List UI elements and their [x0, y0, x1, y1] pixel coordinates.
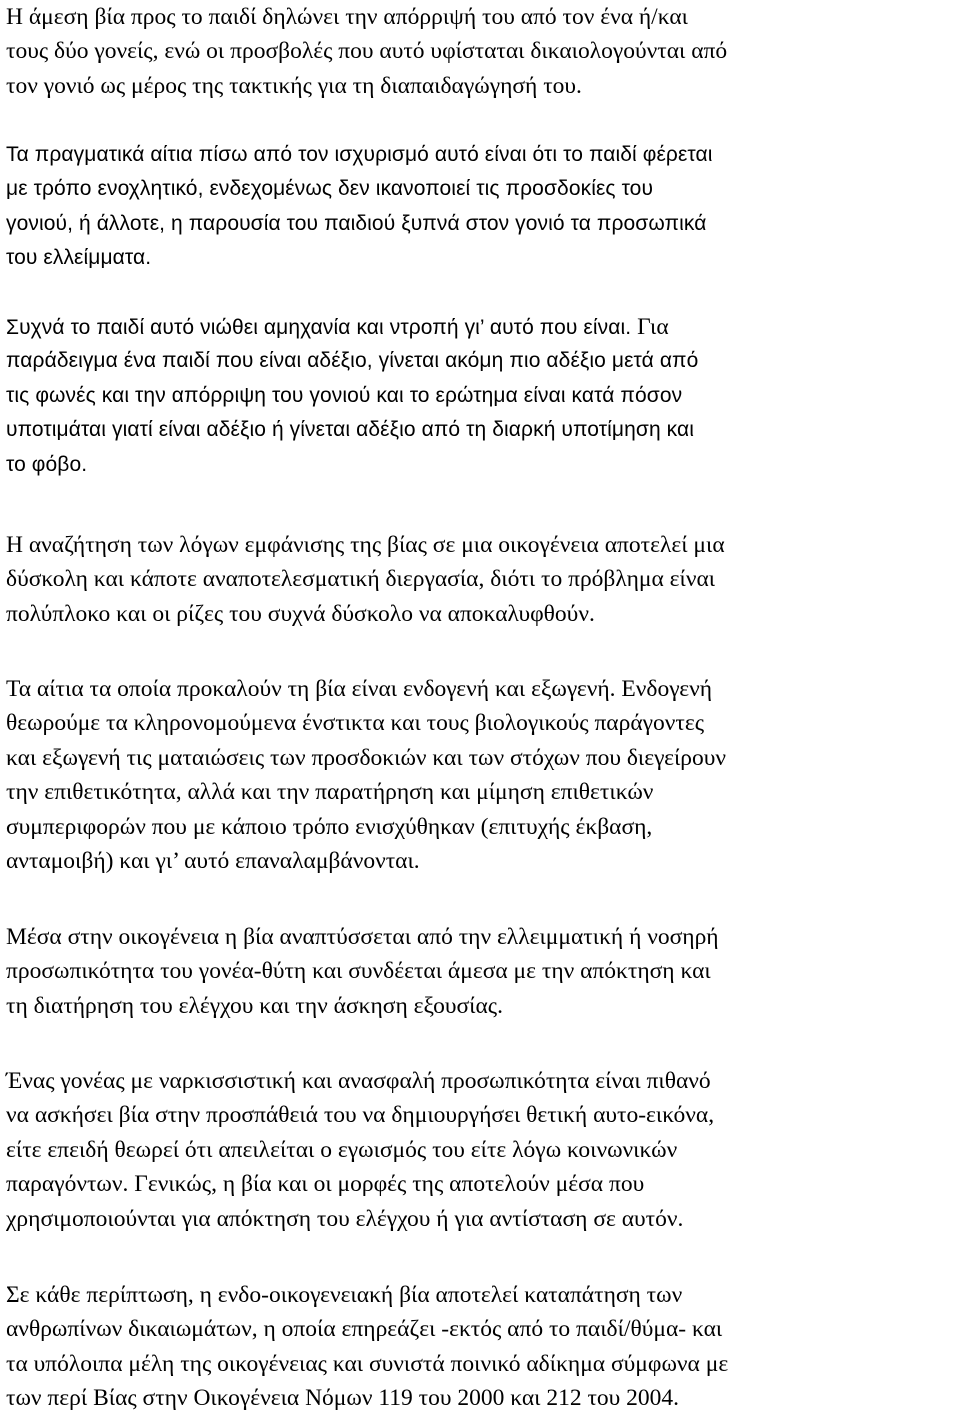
paragraph-2 [6, 138, 954, 276]
text-line: υποτιμάται γιατί είναι αδέξιο ή γίνεται αδέξιο από τη διαρκή υποτίμηση και [6, 418, 695, 442]
text-line: παράδειγμα ένα παιδί που είναι αδέξιο, γίνεται ακόμη πιο αδέξιο μετά από [6, 349, 699, 373]
text-line: ανθρωπίνων δικαιωμάτων, η οποία επηρεάζει -εκτός από το παιδί/θύμα- και [6, 1316, 723, 1343]
text-line: πολύπλοκο και οι ρίζες του συχνά δύσκολο να αποκαλυφθούν. [6, 600, 595, 627]
text-line: τα υπόλοιπα μέλη της οικογένειας και συνιστά ποινικό αδίκημα σύμφωνα με [6, 1350, 729, 1377]
text-segment: Συχνά το παιδί αυτό νιώθει αμηχανία και ντροπή γι’ αυτό που είναι. [6, 316, 632, 339]
text-line: Σε κάθε περίπτωση, η ενδο-οικογενειακή βία αποτελεί καταπάτηση των [6, 1282, 683, 1308]
text-line: και εξωγενή τις ματαιώσεις των προσδοκιών και των στόχων που διεγείρουν [6, 744, 727, 771]
text-line: θεωρούμε τα κληρονομούμενα ένστικτα και τους βιολογικούς παράγοντες [6, 710, 705, 737]
text-line: είτε επειδή θεωρεί ότι απειλείται ο εγωισμός του είτε λόγω κοινωνικών [6, 1136, 678, 1163]
text-line: δύσκολη και κάποτε αναποτελεσματική διεργασία, διότι το πρόβλημα είναι [6, 566, 716, 593]
paragraph-4 [6, 528, 954, 631]
text-line: Ένας γονέας με ναρκισσιστική και ανασφαλή προσωπικότητα είναι πιθανό [6, 1068, 711, 1094]
text-line: παραγόντων. Γενικώς, η βία και οι μορφές της αποτελούν μέσα που [6, 1171, 645, 1198]
paragraph-3 [6, 310, 954, 482]
paragraph-1 [6, 0, 954, 103]
text-line: με τρόπο ενοχλητικό, ενδεχομένως δεν ικανοποιεί τις προσδοκίες του [6, 177, 654, 201]
paragraph-7 [6, 1064, 954, 1236]
text-line: Η άμεση βία προς το παιδί δηλώνει την απόρριψή του από τον ένα ή/και [6, 4, 688, 30]
text-line: των περί Βίας στην Οικογένεια Νόμων 119 του 2000 και 212 του 2004. [6, 1385, 680, 1412]
text-line: τον γονιό ως μέρος της τακτικής για τη διαπαιδαγώγησή του. [6, 72, 582, 99]
text-line: Τα πραγματικά αίτια πίσω από τον ισχυρισμό αυτό είναι ότι το παιδί φέρεται [6, 143, 713, 166]
text-line: τους δύο γονείς, ενώ οι προσβολές που αυτό υφίσταται δικαιολογούνται από [6, 38, 728, 65]
paragraph-5 [6, 672, 954, 878]
text-line: Η αναζήτηση των λόγων εμφάνισης της βίας σε μια οικογένεια αποτελεί μια [6, 532, 725, 558]
text-line: την επιθετικότητα, αλλά και την παρατήρηση και μίμηση επιθετικών [6, 779, 654, 806]
text-line: τις φωνές και την απόρριψη του γονιού και το ερώτημα είναι κατά πόσον [6, 383, 683, 407]
paragraph-8 [6, 1278, 954, 1416]
text-line: προσωπικότητα του γονέα-θύτη και συνδέεται άμεσα με την απόκτηση και [6, 958, 711, 985]
text-segment: Για [631, 314, 669, 340]
text-line: το φόβο. [6, 452, 88, 476]
paragraph-6 [6, 920, 954, 1023]
text-line: χρησιμοποιούνται για απόκτηση του ελέγχου ή για αντίσταση σε αυτόν. [6, 1205, 684, 1232]
text-line: ανταμοιβή) και γι’ αυτό επαναλαμβάνονται. [6, 847, 420, 874]
text-line: Μέσα στην οικογένεια η βία αναπτύσσεται από την ελλειμματική ή νοσηρή [6, 924, 719, 950]
text-line: γονιού, ή άλλοτε, η παρουσία του παιδιού ξυπνά στον γονιό τα προσωπικά [6, 211, 707, 235]
text-line: του ελλείμματα. [6, 246, 152, 270]
text-line: τη διατήρηση του ελέγχου και την άσκηση εξουσίας. [6, 992, 503, 1019]
text-line: να ασκήσει βία στην προσπάθειά του να δημιουργήσει θετική αυτο-εικόνα, [6, 1102, 715, 1129]
text-line: συμπεριφορών που με κάποιο τρόπο ενισχύθηκαν (επιτυχής έκβαση, [6, 813, 653, 840]
text-line [6, 310, 954, 344]
text-line: Τα αίτια τα οποία προκαλούν τη βία είναι ενδογενή και εξωγενή. Ενδογενή [6, 676, 712, 702]
